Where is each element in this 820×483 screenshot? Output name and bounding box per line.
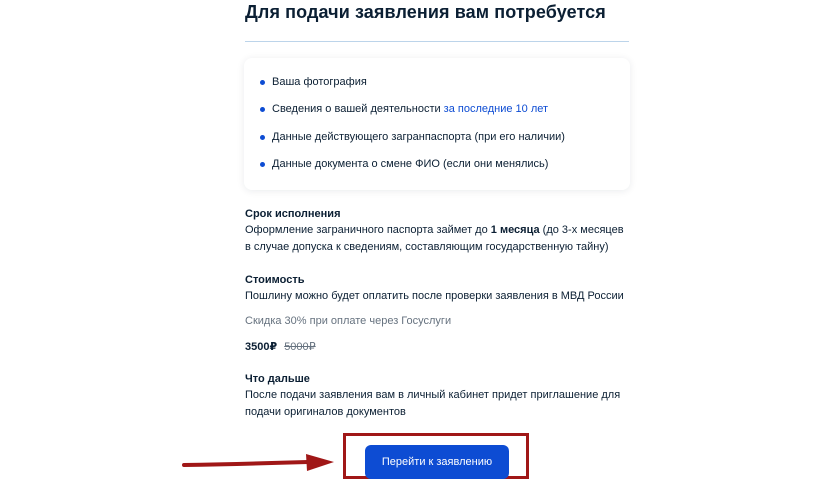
discount-text: Скидка 30% при оплате через Госуслуги — [245, 315, 452, 327]
red-arrow-icon — [182, 452, 340, 478]
requirement-name-change — [260, 158, 548, 170]
requirements-card — [244, 58, 630, 190]
next-text: После подачи заявления вам в личный кабинет придет приглашение для подачи оригиналов документов — [245, 389, 621, 418]
requirement-text: Сведения о вашей деятельности — [272, 103, 441, 115]
next-heading: Что дальше — [245, 373, 310, 385]
page-title: Для подачи заявления вам потребуется — [245, 2, 606, 22]
term-heading: Срок исполнения — [245, 208, 341, 220]
cost-heading: Стоимость — [245, 274, 305, 286]
price-new: 3500₽ — [245, 341, 278, 353]
term-text — [245, 222, 630, 256]
cost-text: Пошлину можно будет оплатить после проверки заявления в МВД России — [245, 290, 624, 302]
term-text-after: (до 3-х месяцев в случае допуска к сведениям, составляющим государственную тайну) — [245, 224, 624, 253]
bullet-icon — [260, 162, 265, 167]
bullet-icon — [260, 107, 265, 112]
term-duration: 1 месяца — [490, 224, 540, 236]
last-10-years-link[interactable]: за последние 10 лет — [443, 103, 549, 115]
requirement-text: Данные действующего загранпаспорта (при его наличии) — [272, 131, 565, 143]
price-old: 5000₽ — [284, 341, 316, 353]
title-divider — [245, 41, 629, 42]
bullet-icon — [260, 80, 265, 85]
bullet-icon — [260, 135, 265, 140]
term-text-before: Оформление заграничного паспорта займет до — [245, 224, 488, 236]
requirement-text: Данные документа о смене ФИО (если они менялись) — [272, 158, 549, 170]
requirement-photo — [260, 76, 367, 88]
requirement-activity — [260, 103, 548, 115]
go-to-application-button[interactable]: Перейти к заявлению — [365, 445, 509, 479]
requirement-current-passport — [260, 131, 565, 143]
price-row — [245, 340, 316, 353]
requirement-text: Ваша фотография — [272, 76, 367, 88]
